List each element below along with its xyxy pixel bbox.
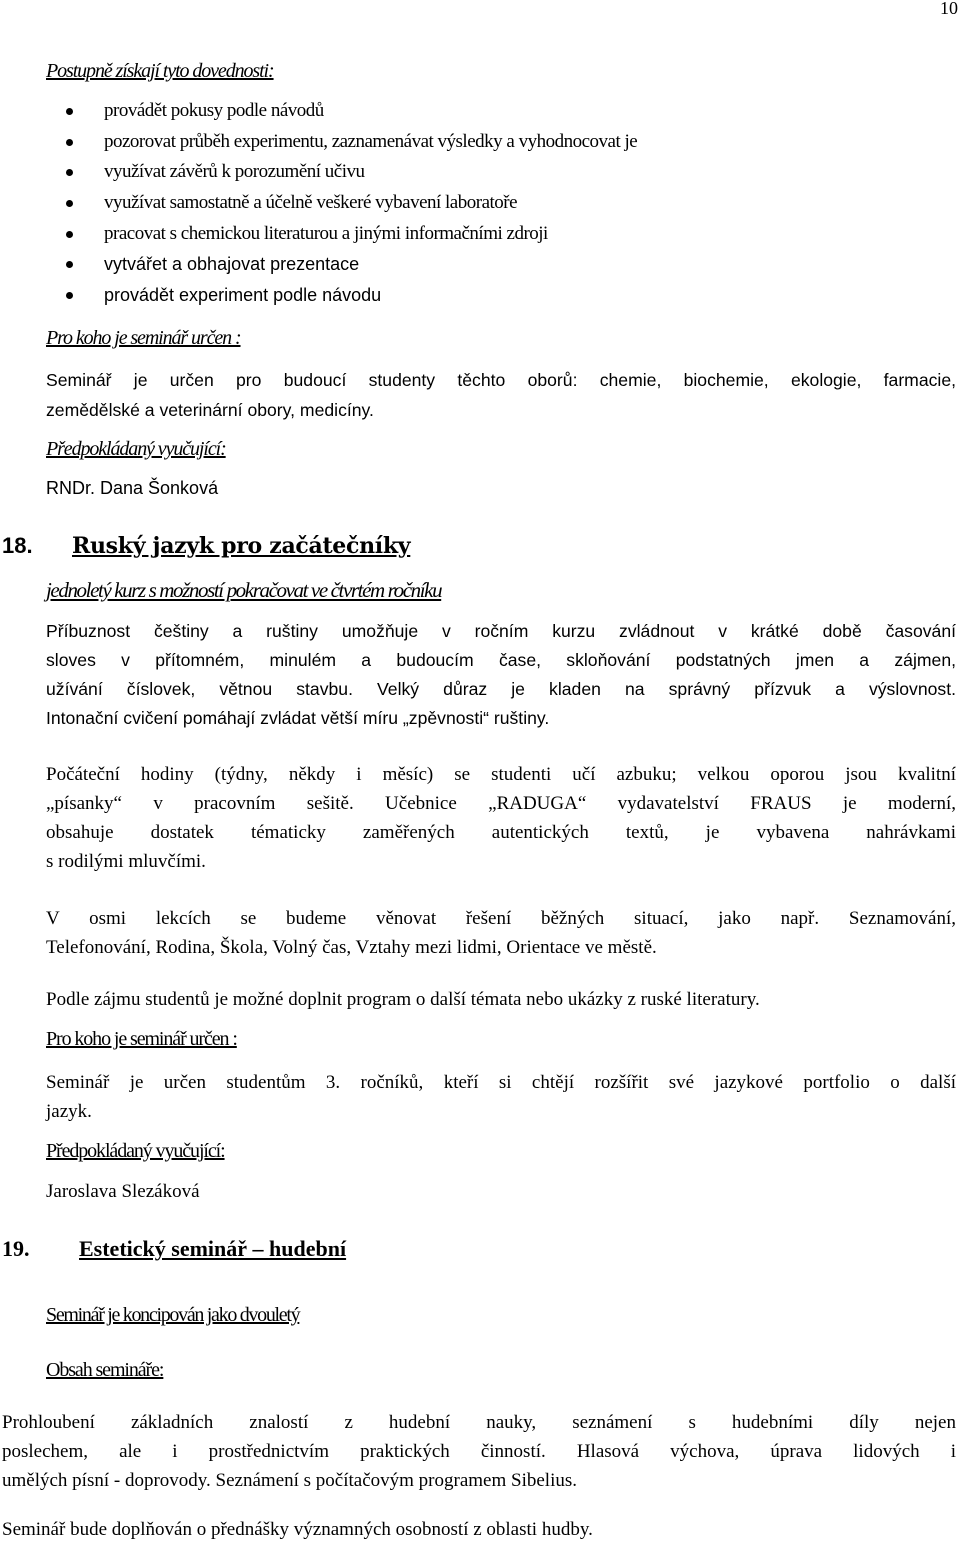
bullet-icon: [66, 139, 73, 146]
paragraph: Podle zájmu studentů je možné doplnit program o další témata nebo ukázky z ruské literatury.: [46, 989, 760, 1010]
section-title: 19. Estetický seminář – hudební: [2, 1236, 347, 1261]
audience-heading: Pro koho je seminář určen :: [46, 1028, 237, 1050]
page-number: 10: [940, 0, 958, 18]
paragraph: Seminář bude doplňován o přednášky významných osobností z oblasti hudby.: [2, 1519, 593, 1540]
bullet-icon: [66, 169, 73, 176]
paragraph: V osmi lekcích se budeme věnovat řešení běžných situací, jako např. Seznamování, Telefonování, Rodina, Škola, Volný čas, Vztahy mezi lidmi, Orientace ve městě.: [46, 908, 956, 958]
audience-text: Seminář je určen studentům 3. ročníků, kteří si chtějí rozšířit své jazykové portfolio o další jazyk.: [46, 1072, 956, 1122]
teacher-heading: Předpokládaný vyučující:: [46, 1140, 225, 1162]
teacher-heading: Předpokládaný vyučující:: [46, 438, 226, 460]
audience-text: Seminář je určen pro budoucí studenty těchto oborů: chemie, biochemie, ekologie, farmacie, zemědělské a veterinární obory, medicíny.: [46, 370, 956, 420]
section-title: 18. Ruský jazyk pro začátečníky: [2, 533, 411, 559]
section-subtitle: Seminář je koncipován jako dvouletý: [46, 1304, 300, 1326]
skills-heading: Postupně získají tyto dovednosti:: [46, 60, 274, 82]
bullet-icon: [66, 261, 73, 268]
teacher-name: RNDr. Dana Šonková: [46, 478, 219, 498]
bullet-icon: [66, 231, 73, 238]
paragraph: Počáteční hodiny (týdny, někdy i měsíc) se studenti učí azbuku; velkou oporou jsou kvalitní „písanky“ v pracovním sešitě. Učebnice „RADUGA“ vydavatelství FRAUS je moderní, obsahuje dostatek tématicky zaměřených autentických textů, je vybavena nahrávkami s rodilými mluvčími.: [46, 764, 956, 872]
paragraph: Prohloubení základních znalostí z hudební nauky, seznámení s hudebními díly nejen poslechem, ale i prostřednictvím praktických činností. Hlasová výchova, úprava lidových i umělých písní - doprovody. Seznámení s počítačovým programem Sibelius.: [2, 1412, 956, 1491]
content-heading: Obsah semináře:: [46, 1359, 164, 1381]
audience-heading: Pro koho je seminář určen :: [46, 327, 241, 349]
teacher-name: Jaroslava Slezáková: [46, 1181, 200, 1202]
bullet-icon: [66, 292, 73, 299]
paragraph: Příbuznost češtiny a ruštiny umožňuje v ročním kurzu zvládnout v krátké době časování sloves v přítomném, minulém a budoucím čase, skloňování podstatných jmen a zájmen, užívání číslovek, větnou stavbu. Velký důraz je kladen na správný přízvuk a výslovnost. Intonační cvičení pomáhají zvládat větší míru „zpěvnosti“ ruštiny.: [46, 621, 956, 728]
section-subtitle: jednoletý kurz s možností pokračovat ve čtvrtém ročníku: [46, 578, 442, 602]
bullet-icon: [66, 200, 73, 207]
bullet-icon: [66, 108, 73, 115]
